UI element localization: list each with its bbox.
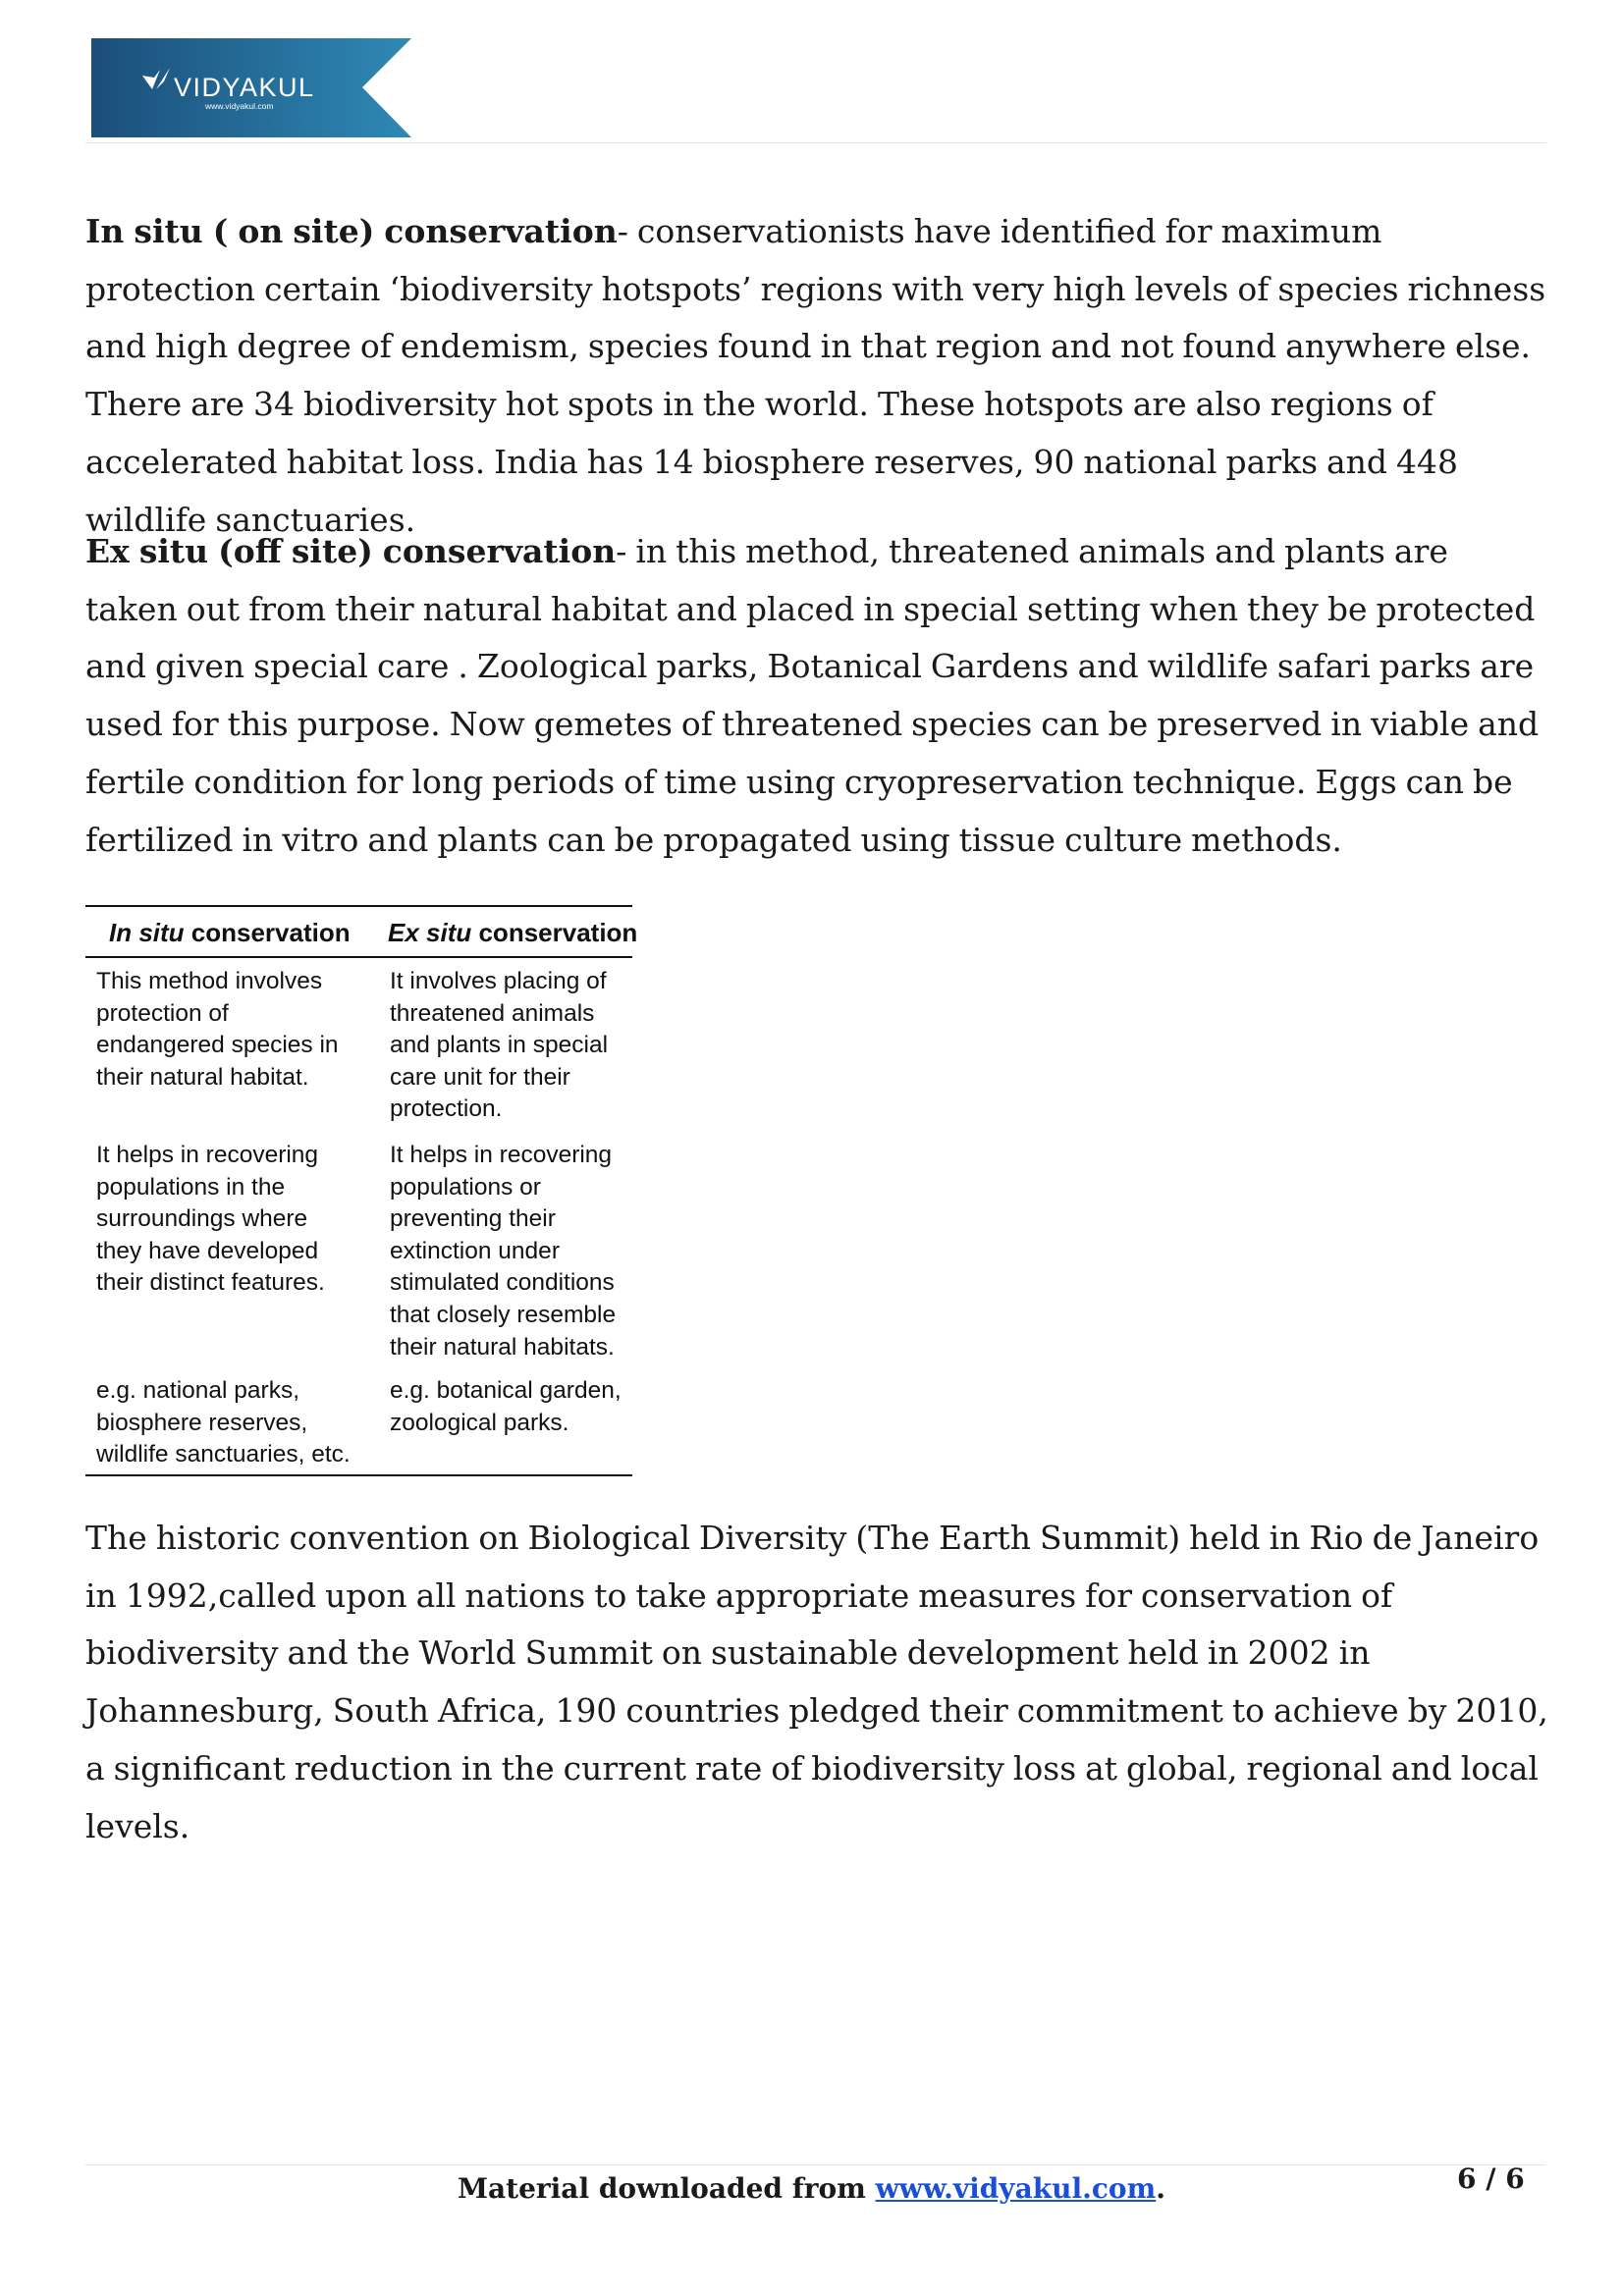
in-situ-body: - conservationists have identified for maximum protection certain ‘biodiversity hotspots’ regions with very high levels of species richness and high degree of endemism, species found in that region and not found anywhere else. There are 34 biodiversity hot spots in the world. These hotspots are also regions of accelerated habitat loss. India has 14 biosphere reserves, 90 national parks and 448 wildlife sanctuaries. bbox=[85, 212, 1546, 539]
header-divider bbox=[85, 142, 1546, 143]
table-top-rule bbox=[85, 905, 632, 907]
table-bottom-rule bbox=[85, 1474, 632, 1476]
vidyakul-logo[interactable] bbox=[91, 38, 411, 137]
earth-summit-paragraph: The historic convention on Biological Diversity (The Earth Summit) held in Rio de Janeiro in 1992,called upon all nations to take appropriate measures for conservation of biodiversity and the World Summit on sustainable development held in 2002 in Johannesburg, South Africa, 190 countries pledged their commitment to achieve by 2010, a significant reduction in the current rate of biodiversity loss at global, regional and local levels. bbox=[85, 1519, 1548, 1845]
in-situ-paragraph bbox=[85, 203, 1548, 549]
table-cell: It helps in recovering populations in the surroundings where they have developed their distinct features. bbox=[96, 1142, 325, 1297]
table-cell: e.g. national parks, biosphere reserves, wildlife sanctuaries, etc. bbox=[96, 1377, 351, 1468]
table-cell: e.g. botanical garden, zoological parks. bbox=[390, 1377, 622, 1436]
table-cell: This method involves protection of endangered species in their natural habitat. bbox=[96, 968, 339, 1091]
header-ex-situ-rest: conservation bbox=[471, 918, 638, 947]
header-in-situ bbox=[109, 918, 351, 948]
footer-prefix: Material downloaded from bbox=[458, 2172, 876, 2205]
header-in-situ-rest: conservation bbox=[184, 918, 351, 947]
footer-link[interactable]: www.vidyakul.com bbox=[875, 2172, 1157, 2205]
table-header-rule bbox=[85, 956, 632, 958]
ex-situ-paragraph bbox=[85, 523, 1548, 869]
table-cell: It helps in recovering populations or preventing their extinction under stimulated conditions that closely resemble their natural habitats. bbox=[390, 1142, 617, 1361]
logo-banner bbox=[91, 38, 411, 137]
logo-text: VIDYAKUL bbox=[174, 73, 315, 102]
footer-suffix: . bbox=[1156, 2172, 1165, 2205]
header-in-situ-italic: In situ bbox=[109, 918, 185, 947]
footer-divider bbox=[85, 2164, 1546, 2165]
logo-url: www.vidyakul.com bbox=[205, 101, 274, 111]
footer-note bbox=[0, 2172, 1623, 2205]
ex-situ-body: - in this method, threatened animals and plants are taken out from their natural habitat and placed in special setting when they be protected and given special care . Zoological parks, Botanical Gardens and wildlife safari parks are used for this purpose. Now gemetes of threatened species can be preserved in viable and fertile condition for long periods of time using cryopreservation technique. Eggs can be fertilized in vitro and plants can be propagated using tissue culture methods. bbox=[85, 532, 1540, 859]
header-ex-situ-italic: Ex situ bbox=[388, 918, 472, 947]
conservation-comparison-table bbox=[85, 905, 638, 1476]
header-ex-situ bbox=[388, 918, 637, 948]
ex-situ-heading: Ex situ (off site) conservation bbox=[85, 532, 617, 570]
table-cell: It involves placing of threatened animals and plants in special care unit for their protection. bbox=[390, 968, 609, 1123]
in-situ-heading: In situ ( on site) conservation bbox=[85, 212, 618, 250]
page-number: 6 / 6 bbox=[1457, 2163, 1525, 2195]
